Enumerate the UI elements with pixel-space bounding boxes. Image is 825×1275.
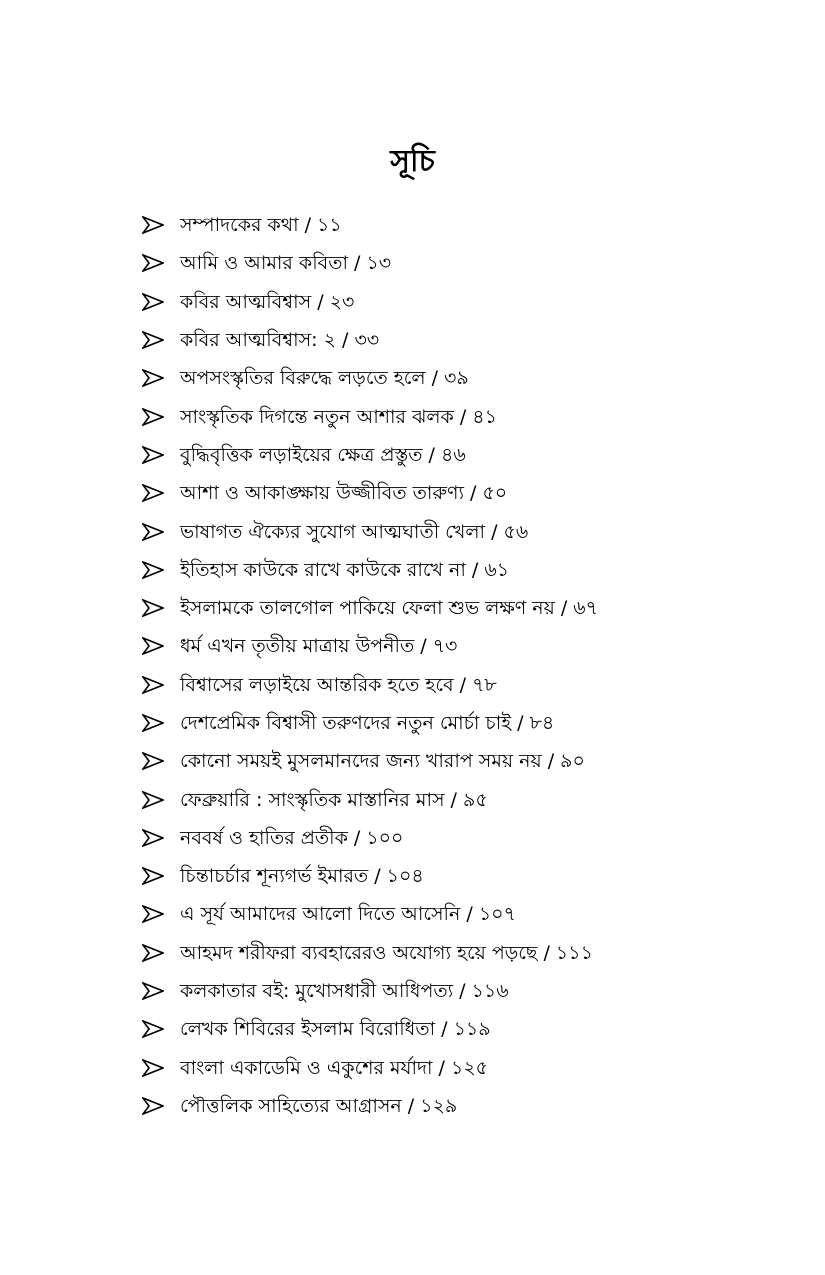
toc-item[interactable] — [142, 819, 782, 857]
toc-entry-text: ভাষাগত ঐক্যের সুযোগ আত্মঘাতী খেলা / ৫৬ — [180, 520, 529, 543]
toc-item[interactable] — [142, 474, 782, 512]
toc-item[interactable] — [142, 359, 782, 397]
arrowhead-bullet-icon — [142, 599, 180, 617]
arrowhead-bullet-icon — [142, 1020, 180, 1038]
toc-entry-text: বুদ্ধিবৃত্তিক লড়াইয়ের ক্ষেত্র প্রস্তুত / ৪৬ — [180, 443, 466, 466]
toc-item[interactable] — [142, 244, 782, 282]
toc-item[interactable] — [142, 551, 782, 589]
arrowhead-bullet-icon — [142, 637, 180, 655]
arrowhead-bullet-icon — [142, 1097, 180, 1115]
toc-entry-text: দেশপ্রেমিক বিশ্বাসী তরুণদের নতুন মোর্চা চাই / ৮৪ — [180, 712, 555, 734]
toc-item[interactable] — [142, 895, 782, 933]
arrowhead-bullet-icon — [142, 714, 180, 732]
toc-item[interactable] — [142, 589, 782, 627]
toc-item[interactable] — [142, 1049, 782, 1087]
toc-entry-text: কলকাতার বই: মুখোসধারী আধিপত্য / ১১৬ — [180, 980, 509, 1003]
page-title: সূচি — [390, 144, 435, 179]
arrowhead-bullet-icon — [142, 484, 180, 502]
arrowhead-bullet-icon — [142, 293, 180, 311]
toc-item[interactable] — [142, 397, 782, 435]
arrowhead-bullet-icon — [142, 905, 180, 923]
toc-entry-text: ফেব্রুয়ারি : সাংস্কৃতিক মাস্তানির মাস / ৯৫ — [180, 788, 488, 811]
toc-entry-text: ধর্ম এখন তৃতীয় মাত্রায় উপনীত / ৭৩ — [180, 635, 458, 658]
toc-entry-text: বাংলা একাডেমি ও একুশের মর্যাদা / ১২৫ — [180, 1056, 488, 1079]
toc-entry-text: আশা ও আকাঙ্ক্ষায় উজ্জীবিত তারুণ্য / ৫০ — [180, 482, 508, 505]
toc-entry-text: সাংস্কৃতিক দিগন্তে নতুন আশার ঝলক / ৪১ — [180, 405, 497, 428]
toc-entry-text: ইতিহাস কাউকে রাখে কাউকে রাখে না / ৬১ — [180, 558, 510, 581]
toc-item[interactable] — [142, 934, 782, 972]
toc-item[interactable] — [142, 321, 782, 359]
toc-entry-text: পৌত্তলিক সাহিত্যের আগ্রাসন / ১২৯ — [180, 1094, 458, 1117]
toc-entry-text: বিশ্বাসের লড়াইয়ে আন্তরিক হতে হবে / ৭৮ — [180, 673, 497, 696]
arrowhead-bullet-icon — [142, 331, 180, 349]
toc-item[interactable] — [142, 512, 782, 550]
arrowhead-bullet-icon — [142, 446, 180, 464]
toc-entry-text: অপসংস্কৃতির বিরুদ্ধে লড়তে হলে / ৩৯ — [180, 367, 469, 390]
toc-item[interactable] — [142, 972, 782, 1010]
arrowhead-bullet-icon — [142, 676, 180, 694]
arrowhead-bullet-icon — [142, 254, 180, 272]
toc-entry-text: এ সূর্য আমাদের আলো দিতে আসেনি / ১০৭ — [180, 903, 516, 926]
toc-item[interactable] — [142, 1010, 782, 1048]
toc-entry-text: লেখক শিবিরের ইসলাম বিরোধিতা / ১১৯ — [180, 1018, 491, 1041]
toc-item[interactable] — [142, 857, 782, 895]
toc-item[interactable] — [142, 627, 782, 665]
toc-item[interactable] — [142, 1087, 782, 1125]
arrowhead-bullet-icon — [142, 1059, 180, 1077]
toc-entry-text: আমি ও আমার কবিতা / ১৩ — [180, 252, 392, 275]
arrowhead-bullet-icon — [142, 408, 180, 426]
toc-entry-text: ইসলামকে তালগোল পাকিয়ে ফেলা শুভ লক্ষণ নয় / ৬৭ — [180, 597, 598, 620]
toc-item[interactable] — [142, 704, 782, 742]
toc-item[interactable] — [142, 742, 782, 780]
arrowhead-bullet-icon — [142, 791, 180, 809]
arrowhead-bullet-icon — [142, 523, 180, 541]
arrowhead-bullet-icon — [142, 944, 180, 962]
toc-item[interactable] — [142, 780, 782, 818]
toc-entry-text: চিন্তাচর্চার শূন্যগর্ভ ইমারত / ১০৪ — [180, 865, 424, 888]
arrowhead-bullet-icon — [142, 216, 180, 234]
toc-item[interactable] — [142, 206, 782, 244]
toc-entry-text: কবির আত্মবিশ্বাস / ২৩ — [180, 290, 355, 313]
toc-entry-text: কবির আত্মবিশ্বাস: ২ / ৩৩ — [180, 329, 380, 352]
toc-entry-text: কোনো সময়ই মুসলমানদের জন্য খারাপ সময় নয় / ৯০ — [180, 750, 585, 773]
toc-item[interactable] — [142, 283, 782, 321]
arrowhead-bullet-icon — [142, 829, 180, 847]
toc-entry-text: নববর্ষ ও হাতির প্রতীক / ১০০ — [180, 826, 404, 849]
toc-item[interactable] — [142, 436, 782, 474]
arrowhead-bullet-icon — [142, 561, 180, 579]
arrowhead-bullet-icon — [142, 369, 180, 387]
toc-item[interactable] — [142, 666, 782, 704]
arrowhead-bullet-icon — [142, 752, 180, 770]
arrowhead-bullet-icon — [142, 982, 180, 1000]
toc-entry-text: সম্পাদকের কথা / ১১ — [180, 214, 342, 237]
toc-entry-text: আহমদ শরীফরা ব্যবহারেরও অযোগ্য হয়ে পড়ছে / ১১১ — [180, 941, 593, 964]
arrowhead-bullet-icon — [142, 867, 180, 885]
table-of-contents — [142, 206, 782, 1125]
